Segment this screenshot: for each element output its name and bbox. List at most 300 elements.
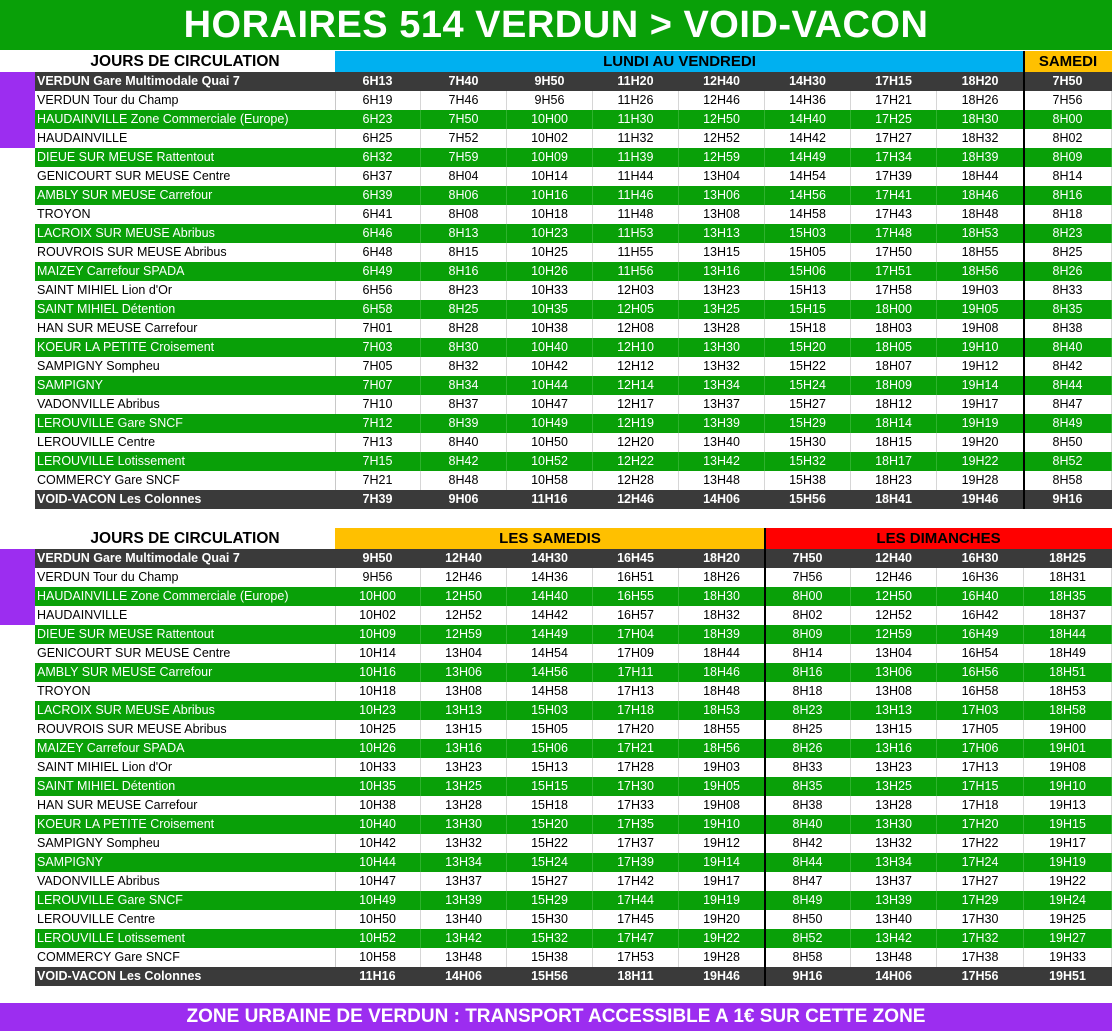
urban-zone-marker: [0, 549, 35, 625]
time-cell: 6H49: [335, 262, 421, 281]
time-cell: 8H33: [765, 758, 851, 777]
time-cell: 12H40: [875, 551, 912, 565]
time-cell: 8H42: [421, 452, 507, 471]
time-cell: 10H25: [335, 720, 421, 739]
time-cell: 9H16: [1052, 492, 1083, 506]
time-cell: 13H06: [421, 663, 507, 682]
time-cell: 13H25: [851, 777, 937, 796]
time-cell: 10H47: [335, 872, 421, 891]
time-cell: 11H46: [593, 186, 679, 205]
time-cell: 17H13: [937, 758, 1024, 777]
time-cell: 18H32: [679, 606, 765, 625]
time-cell: 11H26: [593, 91, 679, 110]
table-row: [35, 872, 1112, 891]
time-cell: 8H50: [765, 910, 851, 929]
time-cell: 19H14: [679, 853, 765, 872]
time-cell: 8H25: [1024, 243, 1112, 262]
time-cell: 7H50: [792, 551, 823, 565]
time-cell: 18H37: [1024, 606, 1112, 625]
time-cell: 16H36: [937, 568, 1024, 587]
time-cell: 13H13: [421, 701, 507, 720]
time-cell: 8H26: [765, 739, 851, 758]
time-cell: 17H18: [937, 796, 1024, 815]
time-cell: 17H27: [851, 129, 937, 148]
time-cell: 8H38: [765, 796, 851, 815]
time-cell: 14H06: [445, 969, 482, 983]
time-cell: 10H33: [335, 758, 421, 777]
table-row: [35, 91, 1112, 110]
time-cell: 18H26: [937, 91, 1024, 110]
time-cell: 8H09: [765, 625, 851, 644]
time-cell: 19H33: [1024, 948, 1112, 967]
time-cell: 12H50: [421, 587, 507, 606]
time-cell: 12H46: [617, 492, 654, 506]
time-cell: 18H46: [679, 663, 765, 682]
time-cell: 12H40: [445, 551, 482, 565]
stop-name: VADONVILLE Abribus: [35, 395, 336, 414]
time-cell: 19H20: [937, 433, 1024, 452]
time-cell: 7H10: [335, 395, 421, 414]
time-cell: 10H33: [507, 281, 593, 300]
time-cell: 7H21: [335, 471, 421, 490]
time-cell: 14H30: [531, 551, 568, 565]
time-cell: 10H00: [507, 110, 593, 129]
time-cell: 18H12: [851, 395, 937, 414]
time-cell: 7H56: [765, 568, 851, 587]
time-cell: 19H19: [1024, 853, 1112, 872]
time-cell: 12H59: [851, 625, 937, 644]
time-cell: 18H53: [937, 224, 1024, 243]
time-cell: 10H00: [335, 587, 421, 606]
time-cell: 16H58: [937, 682, 1024, 701]
time-cell: 18H41: [875, 492, 912, 506]
time-cell: 7H56: [1024, 91, 1112, 110]
day-group-header: SAMEDI: [1024, 51, 1112, 72]
time-cell: 19H51: [1049, 969, 1086, 983]
time-cell: 10H49: [507, 414, 593, 433]
stop-name: HAUDAINVILLE Zone Commerciale (Europe): [37, 589, 289, 603]
stop-name: KOEUR LA PETITE Croisement: [37, 340, 215, 354]
time-cell: 10H26: [335, 739, 421, 758]
stop-name: HAUDAINVILLE Zone Commerciale (Europe): [37, 112, 289, 126]
time-cell: 8H47: [765, 872, 851, 891]
time-cell: 7H46: [421, 91, 507, 110]
stop-name: HAUDAINVILLE: [35, 129, 336, 148]
table-row: [35, 300, 1112, 319]
table-row: [35, 281, 1112, 300]
time-cell: 17H04: [593, 625, 679, 644]
time-cell: 13H28: [679, 319, 765, 338]
time-cell: 18H31: [1024, 568, 1112, 587]
time-cell: 18H48: [937, 205, 1024, 224]
stop-name: SAMPIGNY: [37, 378, 103, 392]
time-cell: 12H03: [593, 281, 679, 300]
time-cell: 11H53: [593, 224, 679, 243]
time-cell: 13H04: [851, 644, 937, 663]
time-cell: 10H02: [335, 606, 421, 625]
time-cell: 12H59: [679, 148, 765, 167]
time-cell: 8H00: [1024, 110, 1112, 129]
time-cell: 8H13: [421, 224, 507, 243]
time-cell: 13H30: [421, 815, 507, 834]
page-title: HORAIRES 514 VERDUN > VOID-VACON: [0, 0, 1112, 50]
table-row: [35, 129, 1112, 148]
stop-name: LEROUVILLE Gare SNCF: [37, 416, 183, 430]
time-cell: 13H06: [679, 186, 765, 205]
time-cell: 14H58: [765, 205, 851, 224]
time-cell: 17H21: [851, 91, 937, 110]
time-cell: 11H16: [359, 969, 396, 983]
stop-name: ROUVROIS SUR MEUSE Abribus: [35, 243, 336, 262]
time-cell: 17H09: [593, 644, 679, 663]
stop-name: LEROUVILLE Gare SNCF: [37, 893, 183, 907]
time-cell: 13H13: [851, 701, 937, 720]
time-cell: 7H15: [335, 452, 421, 471]
time-cell: 12H20: [593, 433, 679, 452]
time-cell: 17H45: [593, 910, 679, 929]
time-cell: 13H23: [679, 281, 765, 300]
time-cell: 17H34: [851, 148, 937, 167]
time-cell: 19H22: [1024, 872, 1112, 891]
time-cell: 6H13: [362, 74, 393, 88]
time-cell: 8H02: [765, 606, 851, 625]
time-cell: 8H23: [765, 701, 851, 720]
stop-name: VOID-VACON Les Colonnes: [37, 969, 202, 983]
stop-name: GENICOURT SUR MEUSE Centre: [35, 167, 336, 186]
time-cell: 19H28: [679, 948, 765, 967]
time-cell: 13H15: [679, 243, 765, 262]
time-cell: 11H39: [593, 148, 679, 167]
time-cell: 12H08: [593, 319, 679, 338]
time-cell: 16H45: [617, 551, 654, 565]
table-row: [35, 967, 1112, 986]
time-cell: 16H57: [593, 606, 679, 625]
time-cell: 12H40: [703, 74, 740, 88]
time-cell: 10H52: [507, 452, 593, 471]
time-cell: 15H24: [765, 376, 851, 395]
table-row: [35, 625, 1112, 644]
time-cell: 8H33: [1024, 281, 1112, 300]
time-cell: 13H16: [421, 739, 507, 758]
time-cell: 17H47: [593, 929, 679, 948]
table-row: [35, 110, 1112, 129]
table-row: [35, 357, 1112, 376]
table-row: [35, 891, 1112, 910]
time-cell: 13H37: [421, 872, 507, 891]
time-cell: 16H54: [937, 644, 1024, 663]
time-cell: 14H42: [765, 129, 851, 148]
stop-name: COMMERCY Gare SNCF: [35, 471, 336, 490]
time-cell: 18H55: [937, 243, 1024, 262]
time-cell: 19H08: [679, 796, 765, 815]
time-cell: 18H25: [1049, 551, 1086, 565]
time-cell: 8H25: [421, 300, 507, 319]
time-cell: 11H30: [593, 110, 679, 129]
stop-name: GENICOURT SUR MEUSE Centre: [35, 644, 336, 663]
time-cell: 13H23: [851, 758, 937, 777]
table-row: [35, 395, 1112, 414]
time-cell: 10H09: [335, 625, 421, 644]
time-cell: 19H05: [937, 300, 1024, 319]
stop-name: HAUDAINVILLE: [35, 606, 336, 625]
time-cell: 10H25: [507, 243, 593, 262]
stop-name: LEROUVILLE Lotissement: [37, 454, 185, 468]
time-cell: 17H38: [937, 948, 1024, 967]
time-cell: 19H01: [1024, 739, 1112, 758]
time-cell: 14H30: [789, 74, 826, 88]
time-cell: 10H35: [507, 300, 593, 319]
time-cell: 18H07: [851, 357, 937, 376]
time-cell: 10H52: [335, 929, 421, 948]
stop-name: TROYON: [35, 205, 336, 224]
time-cell: 19H22: [679, 929, 765, 948]
table-row: [35, 644, 1112, 663]
table-row: [35, 414, 1112, 433]
time-cell: 13H06: [851, 663, 937, 682]
time-cell: 8H35: [765, 777, 851, 796]
stop-name: KOEUR LA PETITE Croisement: [37, 817, 215, 831]
time-cell: 6H39: [335, 186, 421, 205]
stop-name: TROYON: [35, 682, 336, 701]
time-cell: 10H42: [507, 357, 593, 376]
time-cell: 17H32: [937, 929, 1024, 948]
time-cell: 19H24: [1024, 891, 1112, 910]
time-cell: 10H14: [507, 167, 593, 186]
time-cell: 12H50: [851, 587, 937, 606]
time-cell: 8H52: [765, 929, 851, 948]
table-row: [35, 224, 1112, 243]
table-row: [35, 853, 1112, 872]
time-cell: 8H37: [421, 395, 507, 414]
time-cell: 12H52: [851, 606, 937, 625]
time-cell: 15H30: [507, 910, 593, 929]
time-cell: 15H38: [765, 471, 851, 490]
time-cell: 10H14: [335, 644, 421, 663]
time-cell: 15H13: [507, 758, 593, 777]
time-cell: 18H26: [679, 568, 765, 587]
time-cell: 12H05: [593, 300, 679, 319]
time-cell: 9H56: [335, 568, 421, 587]
time-cell: 19H28: [937, 471, 1024, 490]
time-cell: 8H15: [421, 243, 507, 262]
stop-name: AMBLY SUR MEUSE Carrefour: [37, 188, 213, 202]
table-row: [35, 205, 1112, 224]
time-cell: 8H18: [765, 682, 851, 701]
time-cell: 16H40: [937, 587, 1024, 606]
time-cell: 10H26: [507, 262, 593, 281]
stop-name: SAINT MIHIEL Détention: [37, 302, 176, 316]
time-cell: 17H51: [851, 262, 937, 281]
time-cell: 7H50: [421, 110, 507, 129]
time-cell: 10H23: [335, 701, 421, 720]
table-row: [35, 587, 1112, 606]
table-row: [35, 701, 1112, 720]
time-cell: 8H44: [765, 853, 851, 872]
table-row: [35, 834, 1112, 853]
time-cell: 19H19: [937, 414, 1024, 433]
urban-zone-marker: [0, 72, 35, 148]
table-row: [35, 319, 1112, 338]
time-cell: 19H08: [1024, 758, 1112, 777]
day-group-header: LES DIMANCHES: [765, 528, 1112, 549]
time-cell: 16H49: [937, 625, 1024, 644]
time-cell: 17H13: [593, 682, 679, 701]
time-cell: 8H02: [1024, 129, 1112, 148]
time-cell: 6H19: [335, 91, 421, 110]
time-cell: 15H38: [507, 948, 593, 967]
time-cell: 8H23: [421, 281, 507, 300]
time-cell: 14H56: [507, 663, 593, 682]
time-cell: 15H56: [531, 969, 568, 983]
stop-name: VERDUN Gare Multimodale Quai 7: [37, 74, 240, 88]
time-cell: 8H34: [421, 376, 507, 395]
time-cell: 11H56: [593, 262, 679, 281]
time-cell: 18H11: [617, 969, 654, 983]
time-cell: 10H40: [507, 338, 593, 357]
table-row: [35, 376, 1112, 395]
table-row: [35, 549, 1112, 568]
time-cell: 17H15: [875, 74, 912, 88]
time-cell: 8H52: [1024, 452, 1112, 471]
time-cell: 13H16: [851, 739, 937, 758]
time-cell: 15H30: [765, 433, 851, 452]
time-cell: 6H23: [335, 110, 421, 129]
time-cell: 13H42: [679, 452, 765, 471]
time-cell: 19H19: [679, 891, 765, 910]
time-cell: 7H52: [421, 129, 507, 148]
time-cell: 15H29: [765, 414, 851, 433]
time-cell: 17H29: [937, 891, 1024, 910]
time-cell: 19H14: [937, 376, 1024, 395]
time-cell: 18H39: [937, 148, 1024, 167]
time-cell: 19H27: [1024, 929, 1112, 948]
time-cell: 19H00: [1024, 720, 1112, 739]
time-cell: 18H14: [851, 414, 937, 433]
time-cell: 15H20: [765, 338, 851, 357]
time-cell: 8H40: [421, 433, 507, 452]
time-cell: 13H15: [421, 720, 507, 739]
time-cell: 10H50: [507, 433, 593, 452]
time-cell: 7H13: [335, 433, 421, 452]
table-row: [35, 471, 1112, 490]
time-cell: 19H15: [1024, 815, 1112, 834]
time-cell: 15H27: [765, 395, 851, 414]
time-cell: 18H03: [851, 319, 937, 338]
time-cell: 17H25: [851, 110, 937, 129]
time-cell: 18H48: [679, 682, 765, 701]
time-cell: 13H48: [421, 948, 507, 967]
time-cell: 19H20: [679, 910, 765, 929]
time-cell: 19H25: [1024, 910, 1112, 929]
time-cell: 19H12: [937, 357, 1024, 376]
stop-name: SAINT MIHIEL Détention: [37, 779, 176, 793]
time-cell: 13H40: [679, 433, 765, 452]
time-cell: 19H03: [679, 758, 765, 777]
table-row: [35, 148, 1112, 167]
time-cell: 9H16: [792, 969, 823, 983]
time-cell: 7H59: [421, 148, 507, 167]
time-cell: 18H32: [937, 129, 1024, 148]
time-cell: 18H51: [1024, 663, 1112, 682]
time-cell: 13H40: [421, 910, 507, 929]
section-divider: [764, 528, 766, 986]
time-cell: 7H12: [335, 414, 421, 433]
stop-name: SAMPIGNY: [37, 855, 103, 869]
time-cell: 8H49: [765, 891, 851, 910]
time-cell: 15H03: [507, 701, 593, 720]
time-cell: 18H56: [679, 739, 765, 758]
time-cell: 18H44: [1024, 625, 1112, 644]
time-cell: 7H07: [335, 376, 421, 395]
time-cell: 11H48: [593, 205, 679, 224]
table-row: [35, 777, 1112, 796]
stop-name: HAN SUR MEUSE Carrefour: [35, 319, 336, 338]
time-cell: 13H39: [851, 891, 937, 910]
time-cell: 10H58: [335, 948, 421, 967]
time-cell: 15H22: [507, 834, 593, 853]
stop-name: VOID-VACON Les Colonnes: [37, 492, 202, 506]
stop-name: AMBLY SUR MEUSE Carrefour: [37, 665, 213, 679]
table-row: [35, 948, 1112, 967]
jours-label: JOURS DE CIRCULATION: [90, 53, 280, 70]
table-row: [35, 433, 1112, 452]
table-row: [35, 568, 1112, 587]
time-cell: 14H49: [507, 625, 593, 644]
time-cell: 6H56: [335, 281, 421, 300]
time-cell: 17H39: [593, 853, 679, 872]
time-cell: 6H58: [335, 300, 421, 319]
time-cell: 13H25: [421, 777, 507, 796]
time-cell: 13H16: [679, 262, 765, 281]
time-cell: 8H16: [765, 663, 851, 682]
time-cell: 8H06: [421, 186, 507, 205]
time-cell: 15H15: [507, 777, 593, 796]
table-row: [35, 167, 1112, 186]
time-cell: 12H52: [421, 606, 507, 625]
time-cell: 8H40: [1024, 338, 1112, 357]
time-cell: 7H39: [362, 492, 393, 506]
table-row: [35, 606, 1112, 625]
time-cell: 18H09: [851, 376, 937, 395]
time-cell: 14H06: [703, 492, 740, 506]
table-header: [0, 528, 1112, 549]
stop-name: HAN SUR MEUSE Carrefour: [35, 796, 336, 815]
time-cell: 7H40: [448, 74, 479, 88]
time-cell: 8H04: [421, 167, 507, 186]
time-cell: 13H39: [679, 414, 765, 433]
time-cell: 8H58: [765, 948, 851, 967]
stop-name: SAMPIGNY Sompheu: [35, 834, 336, 853]
time-cell: 18H20: [703, 551, 740, 565]
time-cell: 17H22: [937, 834, 1024, 853]
time-cell: 18H39: [679, 625, 765, 644]
time-cell: 17H43: [851, 205, 937, 224]
time-cell: 8H26: [1024, 262, 1112, 281]
time-cell: 12H19: [593, 414, 679, 433]
stop-name: DIEUE SUR MEUSE Rattentout: [37, 150, 215, 164]
time-cell: 8H44: [1024, 376, 1112, 395]
table-row: [35, 720, 1112, 739]
stop-name: VERDUN Tour du Champ: [35, 568, 336, 587]
time-cell: 18H20: [961, 74, 999, 88]
time-cell: 10H38: [335, 796, 421, 815]
table-row: [35, 682, 1112, 701]
time-cell: 17H41: [851, 186, 937, 205]
time-cell: 13H08: [679, 205, 765, 224]
time-cell: 17H42: [593, 872, 679, 891]
time-cell: 8H40: [765, 815, 851, 834]
time-cell: 12H17: [593, 395, 679, 414]
